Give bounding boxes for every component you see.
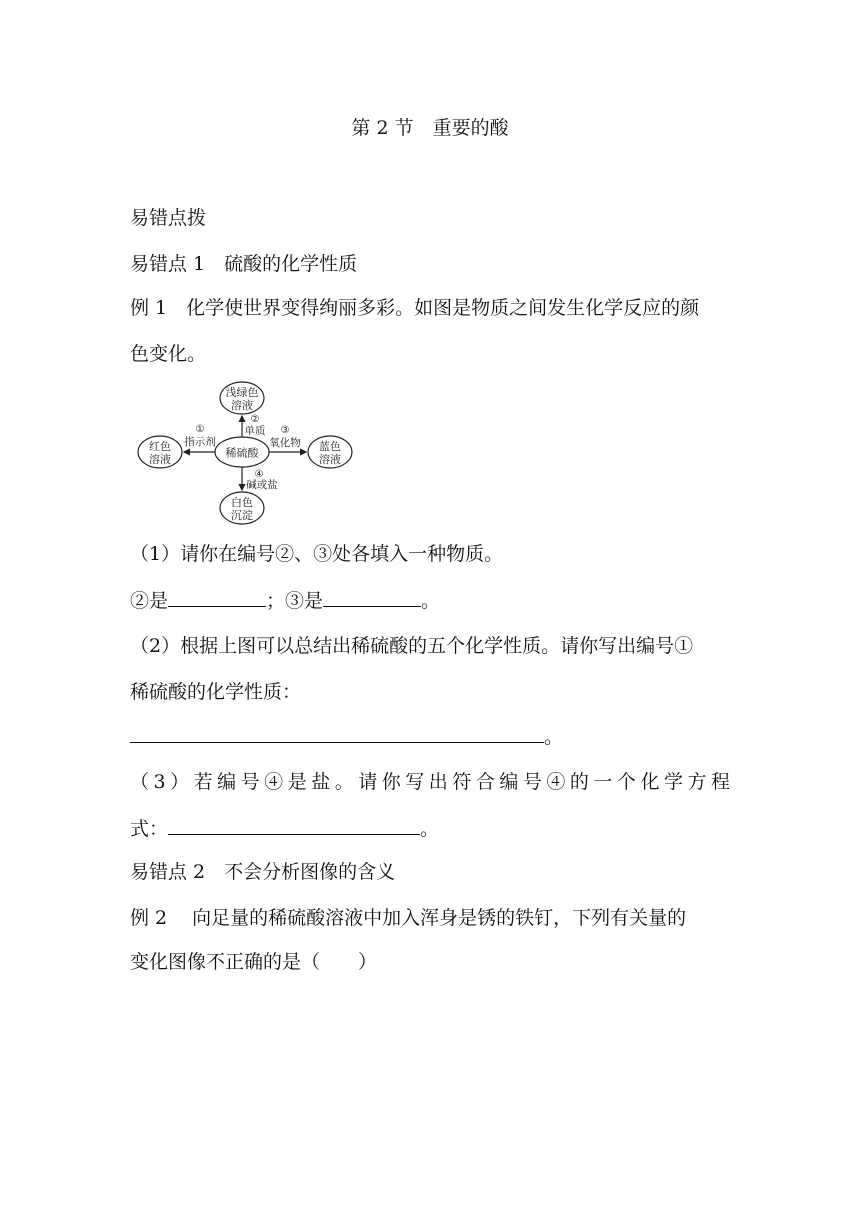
top-node-label-1: 浅绿色 <box>225 386 259 399</box>
arrow-1-label: 指示剂 <box>184 436 216 448</box>
left-node-label-1: 红色 <box>149 440 171 453</box>
question-2-line-2: 稀硫酸的化学性质： <box>130 681 302 703</box>
answer-blank-2[interactable] <box>168 588 266 607</box>
arrow-1-number: ① <box>195 424 205 435</box>
right-node-label-1: 蓝色 <box>319 440 341 453</box>
arrow-3-number: ③ <box>280 425 290 436</box>
q2-end: 。 <box>544 726 564 748</box>
arrow-2-number: ② <box>250 414 260 425</box>
arrow-3-label: 氧化物 <box>269 437 301 449</box>
answer-blank-q3[interactable] <box>168 816 420 835</box>
example-2-line-2: 变化图像不正确的是（ ） <box>130 951 378 973</box>
q3-end: 。 <box>420 818 440 840</box>
center-node-label: 稀硫酸 <box>225 446 259 460</box>
example-1-line-2: 色变化。 <box>130 343 207 365</box>
q1-end: 。 <box>421 590 441 612</box>
question-3-line-1: （3）若编号④是盐。请你写出符合编号④的一个化学方程 <box>130 771 730 793</box>
example-2-line-1: 例 2 向足量的稀硫酸溶液中加入浑身是锈的铁钉，下列有关量的 <box>130 907 687 929</box>
bottom-node-label-1: 白色 <box>231 496 253 509</box>
q1-label-2: ②是 <box>130 590 169 612</box>
bottom-node-label-2: 沉淀 <box>231 509 253 522</box>
answer-blank-q2[interactable] <box>130 724 544 743</box>
sulfuric-acid-reaction-diagram <box>134 380 374 528</box>
right-node-label-2: 溶液 <box>319 453 341 466</box>
arrow-2-label: 单质 <box>244 425 266 437</box>
page-title: 第 2 节 重要的酸 <box>351 117 509 139</box>
question-3-line-2 <box>130 816 439 841</box>
q1-label-3: ；③是 <box>266 590 324 612</box>
answer-blank-3[interactable] <box>323 588 421 607</box>
question-1-answer-line <box>130 588 440 613</box>
question-2-answer-line <box>130 724 563 749</box>
question-2-line-1: （2）根据上图可以总结出稀硫酸的五个化学性质。请你写出编号① <box>130 635 694 657</box>
arrow-4-label: 碱或盐 <box>246 479 278 491</box>
section-heading: 易错点拨 <box>130 207 207 229</box>
example-1-line-1: 例 1 化学使世界变得绚丽多彩。如图是物质之间发生化学反应的颜 <box>130 297 700 319</box>
left-node-label-2: 溶液 <box>149 453 171 466</box>
q3-prefix: 式： <box>130 818 169 840</box>
question-1-prompt: （1）请你在编号②、③处各填入一种物质。 <box>130 543 504 565</box>
error-point-2-heading: 易错点 2 不会分析图像的含义 <box>130 861 396 883</box>
error-point-1-heading: 易错点 1 硫酸的化学性质 <box>130 253 358 275</box>
arrow-4-number: ④ <box>254 469 264 480</box>
top-node-label-2: 溶液 <box>231 399 253 412</box>
